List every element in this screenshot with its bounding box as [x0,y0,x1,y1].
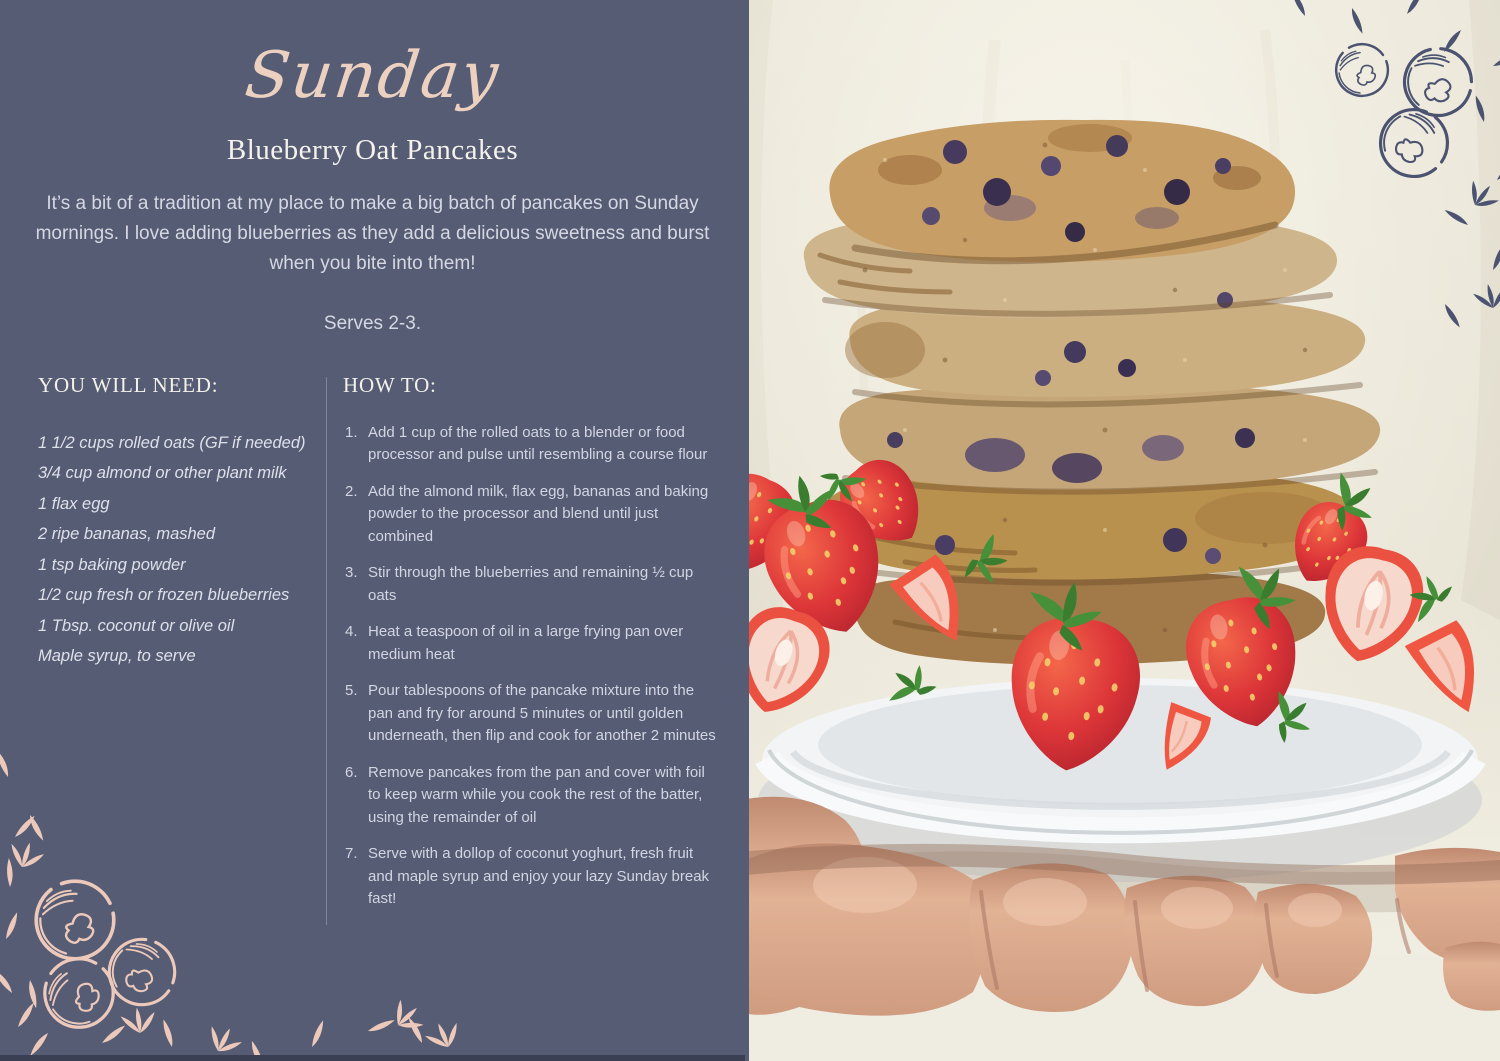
ingredients-heading: YOU WILL NEED: [38,372,219,397]
ingredient-item: 1 flax egg [38,494,110,513]
ingredients-list [38,428,314,672]
serves-text: Serves 2-3. [323,312,422,334]
recipe-photo [745,0,1500,1061]
ingredients-section [38,373,314,925]
step-item: Serve with a dollop of coconut yoghurt, fresh fruit and maple syrup and enjoy your lazy Sunday break fast! [368,845,710,908]
page-gutter [745,0,749,1061]
step-item: Pour tablespoons of the pancake mixture into the pan and fry for around 5 minutes or until golden underneath, then flip and cook for another 2 minutes [368,682,716,745]
recipe-panel [0,0,745,1061]
pancakes-photo-illustration [745,0,1500,1061]
ingredient-item: 1 Tbsp. coconut or olive oil [38,616,235,635]
step-item: Remove pancakes from the pan and cover with foil to keep warm while you cook the rest of the batter, using the remainder of oil [368,763,705,826]
step-item: Add 1 cup of the rolled oats to a blender or food processor and pulse until resembling a course flour [368,423,708,464]
column-divider [326,377,327,925]
ingredient-item: 1/2 cup fresh or frozen blueberries [38,586,290,605]
recipe-columns [0,373,745,925]
intro-text: It’s a bit of a tradition at my place to make a big batch of pancakes on Sunday mornings. I love adding blueberries as they add a delicious sweetness and burst when you bite into them! [35,192,710,274]
recipe-title: Blueberry Oat Pancakes [226,133,519,166]
ingredient-item: 1 1/2 cups rolled oats (GF if needed) [38,433,306,452]
ingredient-item: 1 tsp baking powder [38,555,186,574]
ingredient-item: 2 ripe bananas, mashed [38,525,216,544]
step-item: Add the almond milk, flax egg, bananas and baking powder to the processor and blend until just combined [368,482,709,545]
day-title: Sunday [241,39,504,113]
steps-section [343,373,717,925]
steps-heading: HOW TO: [343,372,437,397]
ingredient-item: Maple syrup, to serve [38,647,196,666]
step-item: Heat a teaspoon of oil in a large frying pan over medium heat [368,623,684,663]
ingredient-item: 3/4 cup almond or other plant milk [38,464,287,483]
page-edge-strip [0,1055,745,1061]
steps-list [343,422,717,911]
step-item: Stir through the blueberries and remaining ½ cup oats [368,564,694,604]
